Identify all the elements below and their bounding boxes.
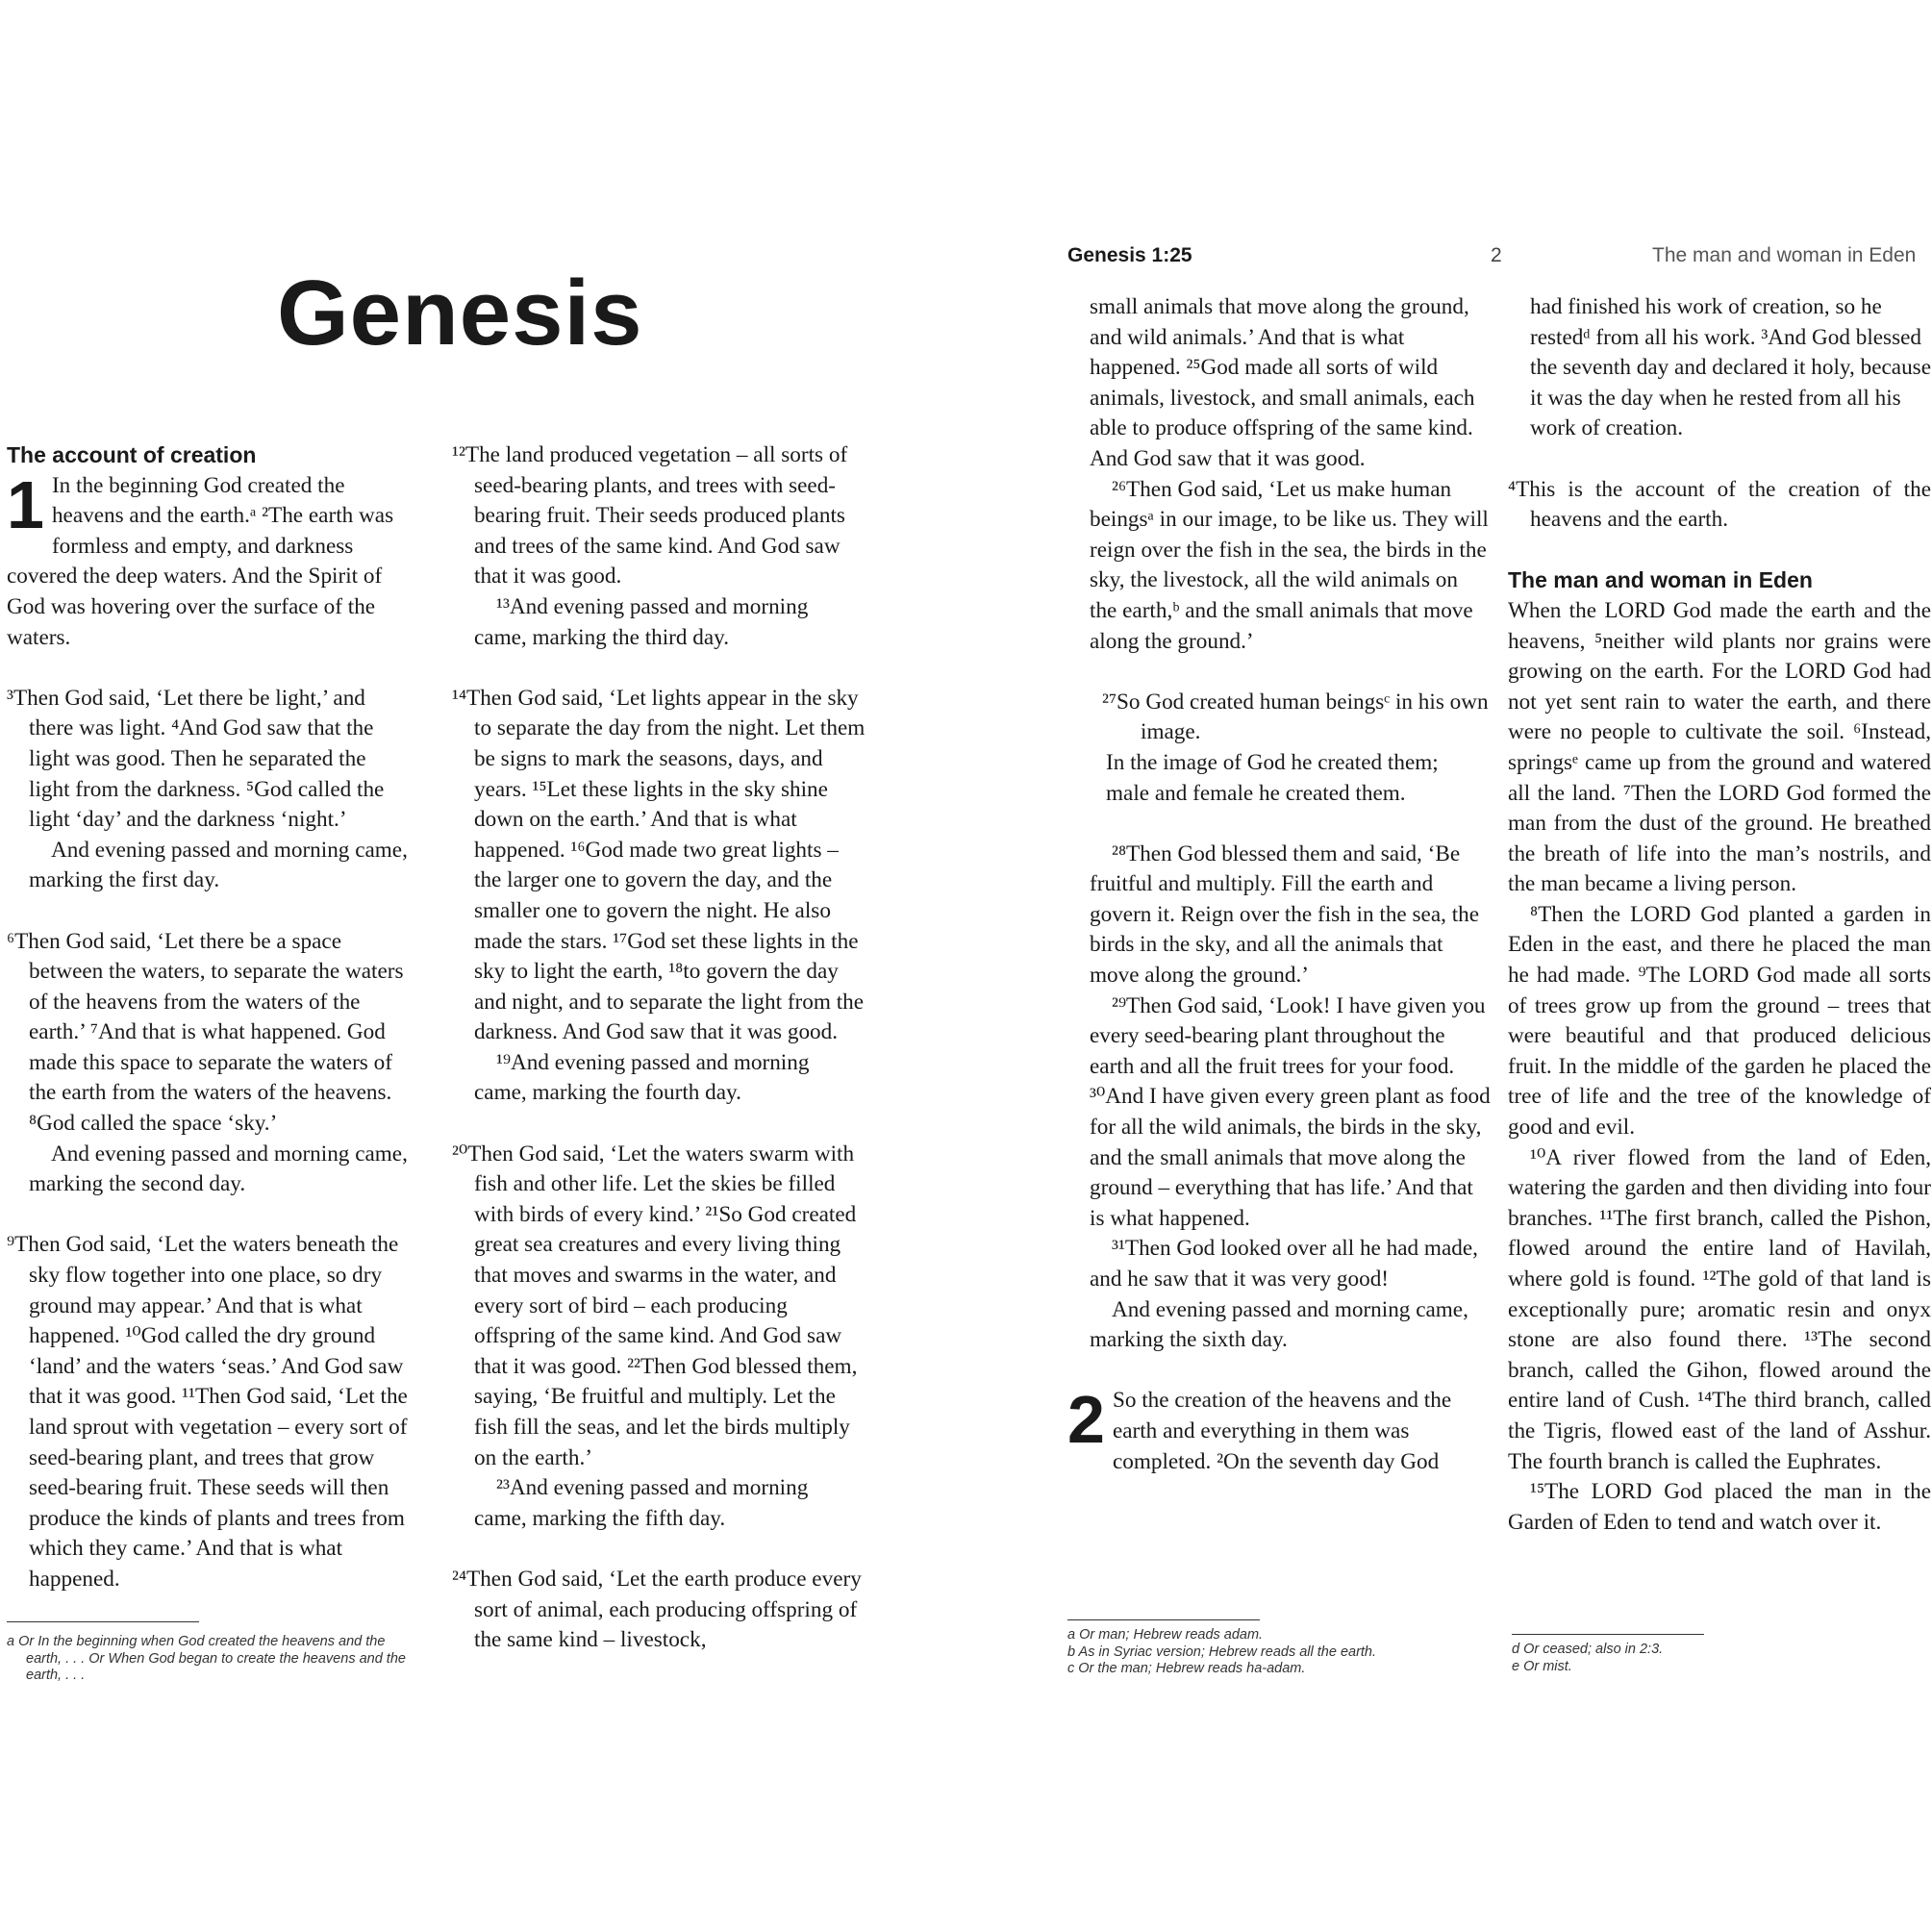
verse-paragraph: ¹²The land produced vegetation – all sorts of seed-bearing plants, and trees with seed-bearing fruit. Their seeds produced plants and trees of the same kind. And God saw that it was good.	[452, 442, 848, 590]
verse-paragraph: ⁶Then God said, ‘Let there be a space between the waters, to separate the waters of the heavens from the waters of the earth.’ ⁷And that is what happened. God made this space to separate the waters of the earth from the waters of the heavens. ⁸God called the space ‘sky.’	[7, 928, 404, 1137]
page-number: 2	[1491, 244, 1502, 266]
verse-paragraph: ⁸Then the LORD God planted a garden in Eden in the east, and there he placed the man he had made. ⁹The LORD God made all sorts of trees grow up from the ground – trees that were beautiful and that produced delicious fruit. In the middle of the garden he placed the tree of life and the tree of the knowledge of good and evil.	[1508, 901, 1931, 1141]
footnote: c Or the man; Hebrew reads ha-adam.	[1067, 1661, 1306, 1676]
running-head-reference: Genesis 1:25	[1067, 244, 1192, 266]
footnote: b As in Syriac version; Hebrew reads all the earth.	[1067, 1643, 1377, 1660]
verse-paragraph: ²⁸Then God blessed them and said, ‘Be fruitful and multiply. Fill the earth and govern it. Reign over the fish in the sea, the birds in the sky, and all the animals that move along the ground.’	[1090, 841, 1480, 989]
footnote-rule	[7, 1621, 199, 1622]
footnotes-column-4	[1512, 1642, 1896, 1675]
chapter-number: 1	[7, 466, 44, 542]
poetry-line: In the image of God he created them;	[1106, 749, 1439, 775]
verse-paragraph: had finished his work of creation, so he restedᵈ from all his work. ³And God blessed the seventh day and declared it holy, because it was the day when he rested from all his work of creation.	[1530, 294, 1931, 441]
footnote: e Or mist.	[1512, 1658, 1572, 1674]
footnote: a Or man; Hebrew reads adam.	[1067, 1627, 1264, 1643]
refrain: ¹⁹And evening passed and morning came, marking the fourth day.	[474, 1049, 810, 1106]
refrain: And evening passed and morning came, marking the first day.	[29, 837, 408, 893]
verse-paragraph: ¹⁰A river flowed from the land of Eden, watering the garden and then dividing into four branches. ¹¹The first branch, called the Pishon, flowed around the entire land of Havilah, where gold is found. ¹²The gold of that land is exceptionally pure; aromatic resin and onyx stone are also found there. ¹³The second branch, called the Gihon, flowed around the entire land of Cush. ¹⁴The third branch, called the Tigris, flowed east of the land of Asshur. The fourth branch is called the Euphrates.	[1508, 1144, 1931, 1474]
text-column-2	[452, 440, 866, 1656]
verse-paragraph: ³Then God said, ‘Let there be light,’ and there was light. ⁴And God saw that the light was good. Then he separated the light from the darkness. ⁵God called the light ‘day’ and the darkness ‘night.’	[7, 685, 385, 833]
refrain: ¹³And evening passed and morning came, marking the third day.	[474, 593, 809, 650]
verse-paragraph: ⁹Then God said, ‘Let the waters beneath the sky flow together into one place, so dry ground may appear.’ And that is what happened. ¹⁰God called the dry ground ‘land’ and the waters ‘seas.’ And God saw that it was good. ¹¹Then God said, ‘Let the land sprout with vegetation – every sort of seed-bearing plant, and trees that grow seed-bearing fruit. These seeds will then produce the kinds of plants and trees from which they came.’ And that is what happened.	[7, 1232, 408, 1592]
verse-text: So the creation of the heavens and the earth and everything in them was completed. ²On the seventh day God	[1112, 1388, 1452, 1474]
running-head-section: The man and woman in Eden	[1652, 244, 1917, 266]
refrain: And evening passed and morning came, marking the sixth day.	[1090, 1296, 1468, 1353]
poetry-line: male and female he created them.	[1106, 780, 1406, 806]
verse-paragraph: ²⁹Then God said, ‘Look! I have given you every seed-bearing plant throughout the earth and all the fruit trees for your food. ³⁰And I have given every green plant as food for all the wild animals, the birds in the sky, and the small animals that move along the ground – everything that has life.’ And that is what happened.	[1090, 992, 1491, 1231]
verse-paragraph: ³¹Then God looked over all he had made, and he saw that it was very good!	[1090, 1236, 1478, 1292]
verse-paragraph: small animals that move along the ground, and wild animals.’ And that is what happened. ²⁵God made all sorts of wild animals, livestock, and small animals, each able to produce offspring of the same kind. And God saw that it was good.	[1090, 294, 1475, 471]
footnote-rule	[1512, 1634, 1704, 1635]
book-title: Genesis	[277, 262, 643, 364]
refrain: And evening passed and morning came, marking the second day.	[29, 1141, 408, 1197]
poetry-line: ²⁷So God created human beingsᶜ in his own image.	[1102, 689, 1489, 745]
verse-paragraph: When the LORD God made the earth and the heavens, ⁵neither wild plants nor grains were growing on the earth. For the LORD God had not yet sent rain to water the earth, and there were no people to cultivate the soil. ⁶Instead, springsᵉ came up from the ground and watered all the land. ⁷Then the LORD God formed the man from the dust of the ground. He breathed the breath of life into the man’s nostrils, and the man became a living person.	[1508, 597, 1931, 897]
footnote: a Or In the beginning when God created the heavens and the earth, . . . Or When God began to create the heavens and the earth, . . .	[7, 1634, 406, 1683]
text-column-1	[7, 440, 411, 1595]
footnote-rule	[1067, 1619, 1260, 1620]
verse-paragraph: ⁴This is the account of the creation of the heavens and the earth.	[1508, 476, 1931, 533]
verse-text: In the beginning God created the heavens and the earth.ᵃ ²The earth was formless and empty, and darkness covered the deep waters. And the Spirit of God was hovering over the surface of the waters.	[7, 472, 394, 650]
refrain: ²³And evening passed and morning came, marking the fifth day.	[474, 1475, 809, 1531]
text-column-3	[1067, 292, 1491, 1477]
footnote: d Or ceased; also in 2:3.	[1512, 1642, 1664, 1657]
verse-paragraph: ²⁰Then God said, ‘Let the waters swarm with fish and other life. Let the skies be filled with birds of every kind.’ ²¹So God created great sea creatures and every living thing that moves and swarms in the water, and every sort of bird – each producing offspring of the same kind. And God saw that it was good. ²²Then God blessed them, saying, ‘Be fruitful and multiply. Let the fish fill the seas, and let the birds multiply on the earth.’	[452, 1141, 858, 1470]
verse-paragraph: ¹⁵The LORD God placed the man in the Garden of Eden to tend and watch over it.	[1508, 1479, 1931, 1535]
footnotes-column-1	[7, 1634, 420, 1685]
footnotes-column-3	[1067, 1627, 1452, 1678]
chapter-number: 2	[1067, 1382, 1105, 1458]
chapter-1-opening	[7, 466, 411, 654]
verse-paragraph: ²⁶Then God said, ‘Let us make human beingsᵃ in our image, to be like us. They will reign over the fish in the sea, the birds in the sky, the livestock, all the wild animals on the earth,ᵇ and the small animals that move along the ground.’	[1090, 476, 1489, 654]
text-column-4	[1508, 292, 1931, 1538]
section-heading: The account of creation	[7, 442, 257, 467]
verse-paragraph: ¹⁴Then God said, ‘Let lights appear in the sky to separate the day from the night. Let them be signs to mark the seasons, days, and years. ¹⁵Let these lights in the sky shine down on the earth.’ And that is what happened. ¹⁶God made two great lights – the larger one to govern the day, and the smaller one to govern the night. He also made the stars. ¹⁷God set these lights in the sky to light the earth, ¹⁸to govern the day and night, and to separate the light from the darkness. And God saw that it was good.	[452, 685, 866, 1045]
verse-paragraph: ²⁴Then God said, ‘Let the earth produce every sort of animal, each producing offspring of the same kind – livestock,	[452, 1566, 862, 1653]
chapter-2-opening	[1067, 1382, 1491, 1477]
section-heading: The man and woman in Eden	[1508, 567, 1813, 593]
